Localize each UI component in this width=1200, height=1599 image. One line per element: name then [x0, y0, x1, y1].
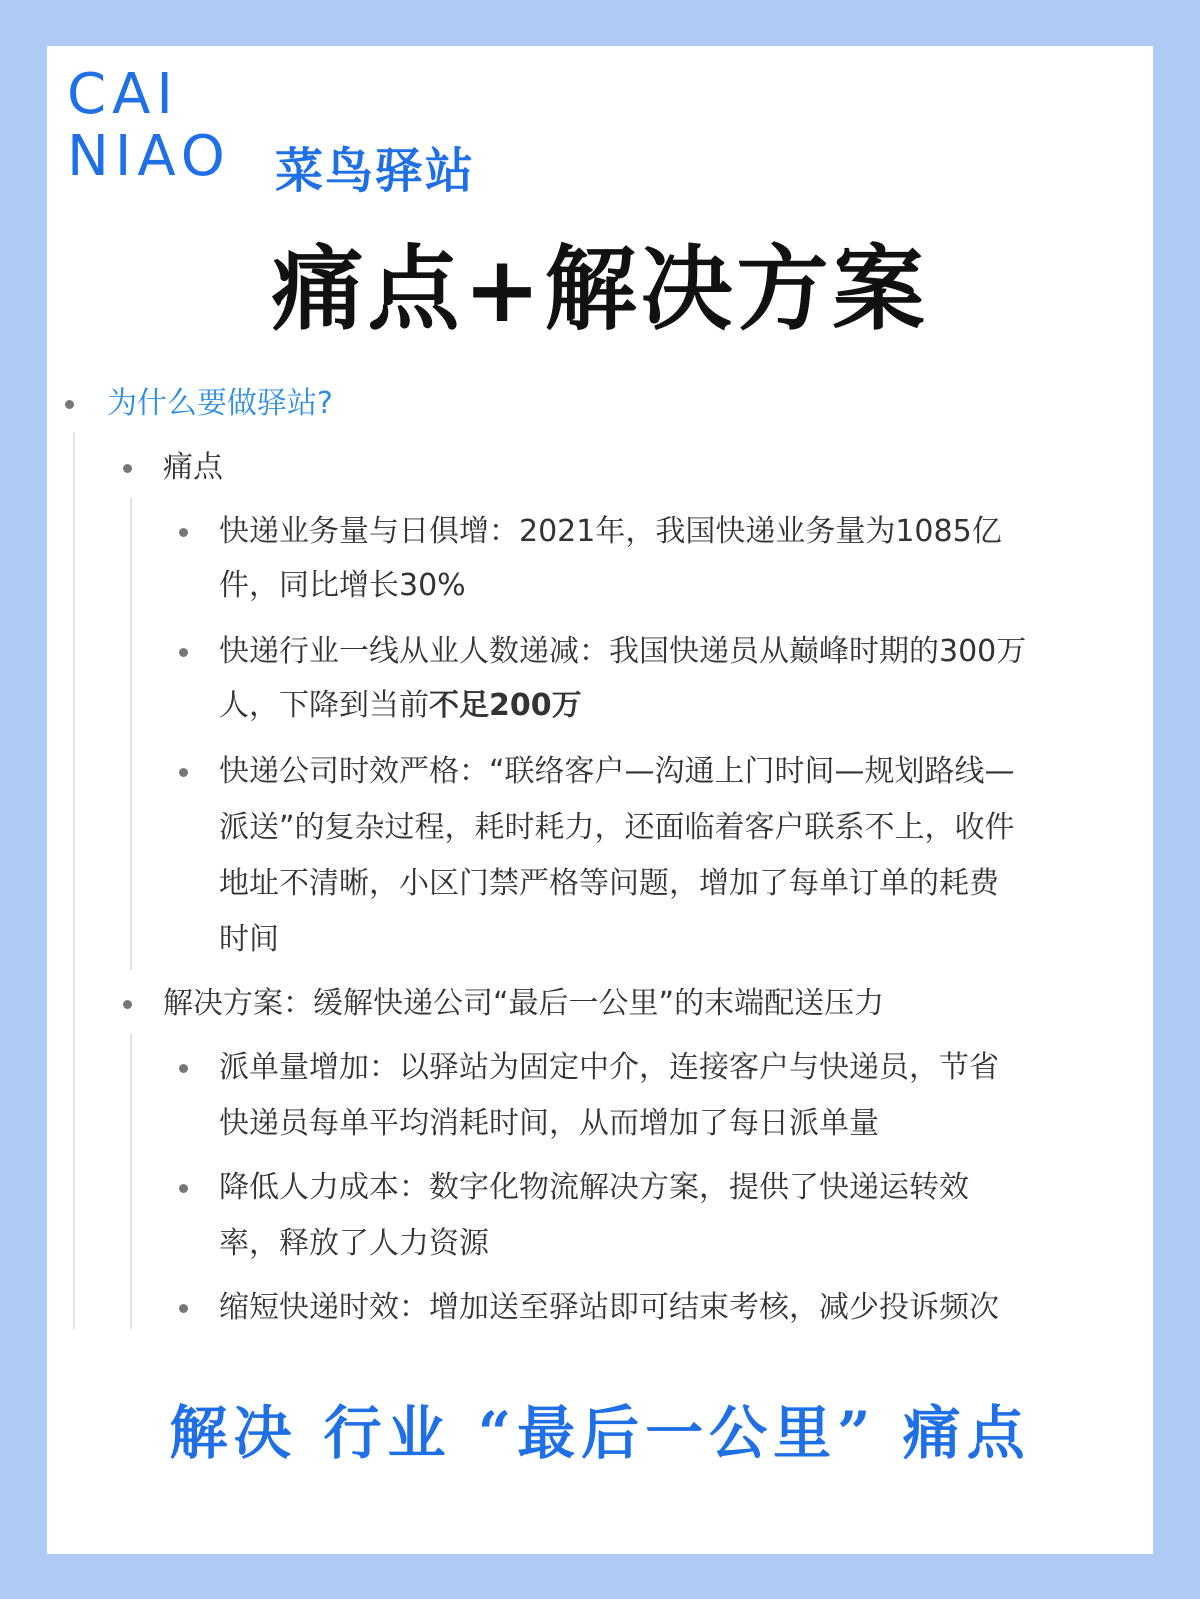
pain-item-2-text: 人，下降到当前	[219, 688, 429, 723]
logo-line-1: CAI	[67, 62, 179, 127]
solution-item-1-line-2: 快递员每单平均消耗时间，从而增加了每日派单量	[219, 1106, 879, 1141]
pain-heading: 痛点	[163, 450, 223, 485]
pain-item-1-line-2: 件，同比增长30%	[219, 568, 466, 603]
outline-guide-line	[73, 432, 75, 1329]
bullet-icon	[123, 1000, 132, 1009]
content-card	[47, 46, 1153, 1554]
pain-guide-line	[130, 498, 132, 970]
pain-item-3-line-2: 派送”的复杂过程，耗时耗力，还面临着客户联系不上，收件	[219, 810, 1015, 845]
solution-item-2-line-2: 率，释放了人力资源	[219, 1226, 489, 1261]
pain-item-3-line-3: 地址不清晰，小区门禁严格等问题，增加了每单订单的耗费	[219, 866, 999, 901]
pain-item-2-line-2	[219, 678, 582, 734]
bullet-icon	[179, 768, 188, 777]
question-heading: 为什么要做驿站?	[107, 386, 333, 421]
pain-item-2-highlight: 不足200万	[429, 688, 582, 723]
bullet-icon	[123, 464, 132, 473]
bullet-icon	[65, 400, 74, 409]
pain-item-3-line-4: 时间	[219, 922, 279, 957]
bullet-icon	[179, 528, 188, 537]
logo-wordmark	[67, 64, 247, 188]
solution-item-1-line-1: 派单量增加：以驿站为固定中介，连接客户与快递员，节省	[219, 1050, 999, 1085]
page-title: 痛点+解决方案	[271, 235, 929, 343]
solution-item-3-line-1: 缩短快递时效：增加送至驿站即可结束考核，减少投诉频次	[219, 1290, 999, 1325]
pain-item-1-line-1: 快递业务量与日俱增：2021年，我国快递业务量为1085亿	[219, 514, 1002, 549]
solution-heading: 解决方案：缓解快递公司“最后一公里”的末端配送压力	[163, 986, 885, 1021]
pain-item-2-line-1: 快递行业一线从业人数递减：我国快递员从巅峰时期的300万	[219, 634, 1027, 669]
bullet-icon	[179, 1184, 188, 1193]
footer-slogan: 解决 行业 “最后一公里” 痛点	[169, 1399, 1031, 1467]
bullet-icon	[179, 648, 188, 657]
logo-line-2: NIAO	[67, 124, 231, 189]
solution-item-2-line-1: 降低人力成本：数字化物流解决方案，提供了快递运转效	[219, 1170, 969, 1205]
solution-guide-line	[130, 1034, 132, 1329]
logo-chinese-name: 菜鸟驿站	[275, 143, 476, 199]
bullet-icon	[179, 1304, 188, 1313]
bullet-icon	[179, 1064, 188, 1073]
pain-item-3-line-1: 快递公司时效严格：“联络客户—沟通上门时间—规划路线—	[219, 754, 1015, 789]
